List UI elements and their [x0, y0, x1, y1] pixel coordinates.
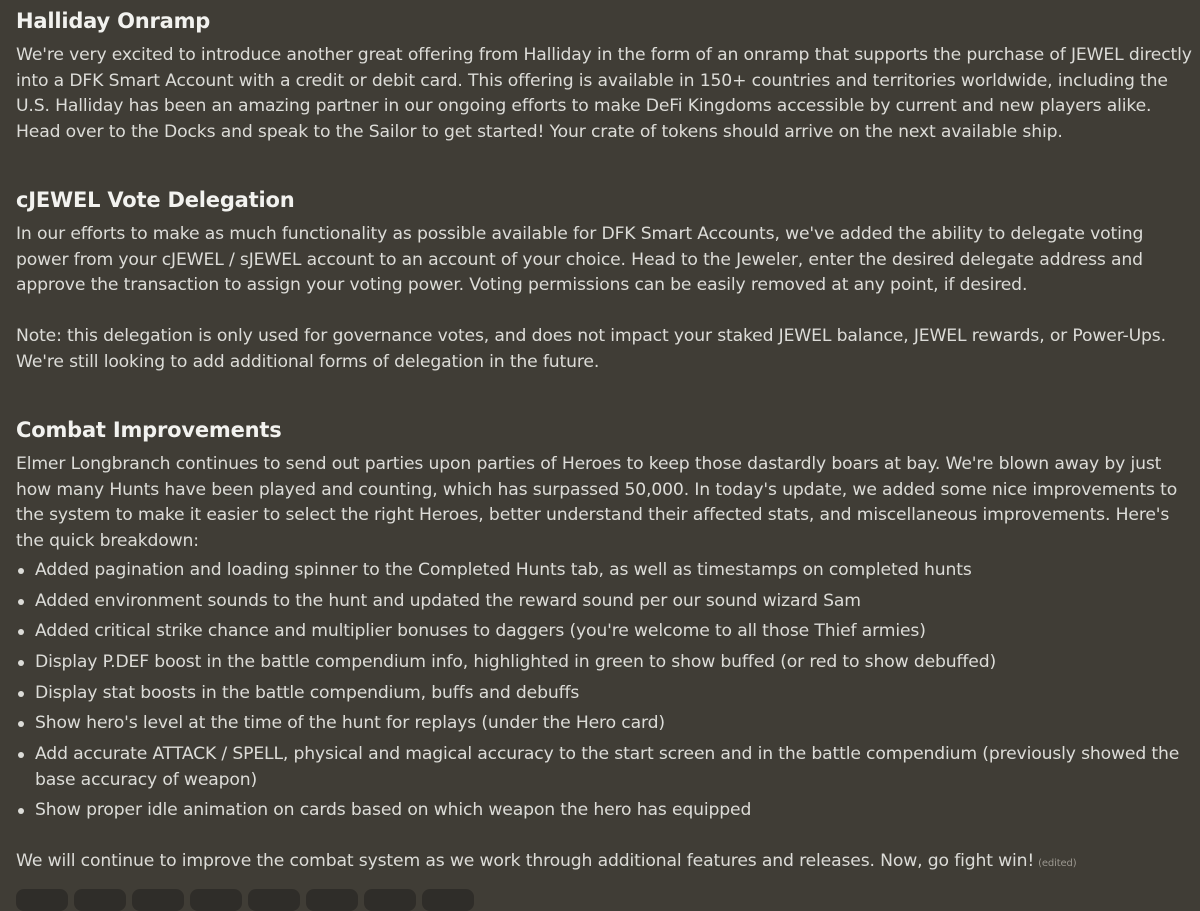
list-item-text: Add accurate ATTACK / SPELL, physical and magical accuracy to the start screen and in the battle compendium (previously showed the base accuracy of weapon) — [35, 744, 1180, 790]
list-item — [16, 589, 1192, 615]
list-item-text: Added pagination and loading spinner to the Completed Hunts tab, as well as timestamps on completed hunts — [35, 560, 972, 580]
message-content — [16, 6, 1192, 876]
list-item-text: Show hero's level at the time of the hunt for replays (under the Hero card) — [35, 713, 665, 734]
combat-improvements-list — [16, 558, 1192, 824]
cjewel-delegation-note: Note: this delegation is only used for governance votes, and does not impact your staked JEWEL balance, JEWEL rewards, or Power-Ups. We're still looking to add additional forms of delegation in the future. — [16, 326, 1166, 372]
cjewel-delegation-paragraph: In our efforts to make as much functionality as possible available for DFK Smart Accounts, we've added the ability to delegate voting power from your cJEWEL / sJEWEL account to an account of your choice. Head to the Jeweler, enter the desired delegate address and approve the transaction to assign your voting power. Voting permissions can be easily removed at any point, if desired. — [16, 224, 1144, 295]
bullet-icon — [18, 721, 24, 727]
list-item — [16, 742, 1192, 793]
reaction-button[interactable] — [74, 889, 126, 911]
list-item-text: Display P.DEF boost in the battle compendium info, highlighted in green to show buffed (or red to show debuffed) — [35, 652, 997, 673]
list-item — [16, 798, 1192, 824]
list-item-text: Display stat boosts in the battle compendium, buffs and debuffs — [35, 682, 580, 703]
bullet-icon — [18, 568, 24, 574]
section-title-cjewel-vote-delegation: cJEWEL Vote Delegation — [16, 188, 295, 212]
list-item — [16, 650, 1192, 676]
combat-improvements-intro: Elmer Longbranch continues to send out parties upon parties of Heroes to keep those dastardly boars at bay. We're blown away by just how many Hunts have been played and counting, which has surpassed 50,000. In today's update, we added some nice improvements to the system to make it easier to select the right Heroes, better understand their affected stats, and miscellaneous improvements. Here's the quick breakdown: — [16, 454, 1178, 551]
reaction-button[interactable] — [306, 889, 358, 911]
bullet-icon — [18, 629, 24, 635]
list-item — [16, 558, 1192, 584]
list-item — [16, 619, 1192, 645]
reaction-button[interactable] — [248, 889, 300, 911]
list-item — [16, 711, 1192, 737]
closing-paragraph — [16, 849, 1192, 877]
halliday-onramp-paragraph: We're very excited to introduce another great offering from Halliday in the form of an onramp that supports the purchase of JEWEL directly into a DFK Smart Account with a credit or debit card. This offering is available in 150+ countries and territories worldwide, including the U.S. Halliday has been an amazing partner in our ongoing efforts to make DeFi Kingdoms accessible by current and new players alike. Head over to the Docks and speak to the Sailor to get started! Your crate of tokens should arrive on the next available ship. — [16, 45, 1192, 142]
reaction-button[interactable] — [422, 889, 474, 911]
bullet-icon — [18, 808, 24, 814]
list-item-text: Show proper idle animation on cards based on which weapon the hero has equipped — [35, 800, 752, 821]
bullet-icon — [18, 660, 24, 666]
section-title-halliday-onramp: Halliday Onramp — [16, 9, 211, 33]
reaction-button[interactable] — [132, 889, 184, 911]
closing-text: We will continue to improve the combat system as we work through additional features and releases. Now, go fight win! — [16, 850, 1035, 871]
edited-label: (edited) — [1038, 857, 1077, 869]
reaction-bar — [16, 889, 474, 911]
list-item-text: Added critical strike chance and multiplier bonuses to daggers (you're welcome to all those Thief armies) — [35, 621, 926, 642]
list-item-text: Added environment sounds to the hunt and updated the reward sound per our sound wizard Sam — [35, 590, 861, 611]
section-title-combat-improvements: Combat Improvements — [16, 418, 282, 442]
reaction-button[interactable] — [364, 889, 416, 911]
reaction-button[interactable] — [16, 889, 68, 911]
list-item — [16, 681, 1192, 707]
bullet-icon — [18, 691, 24, 697]
bullet-icon — [18, 599, 24, 605]
reaction-button[interactable] — [190, 889, 242, 911]
bullet-icon — [18, 752, 24, 758]
